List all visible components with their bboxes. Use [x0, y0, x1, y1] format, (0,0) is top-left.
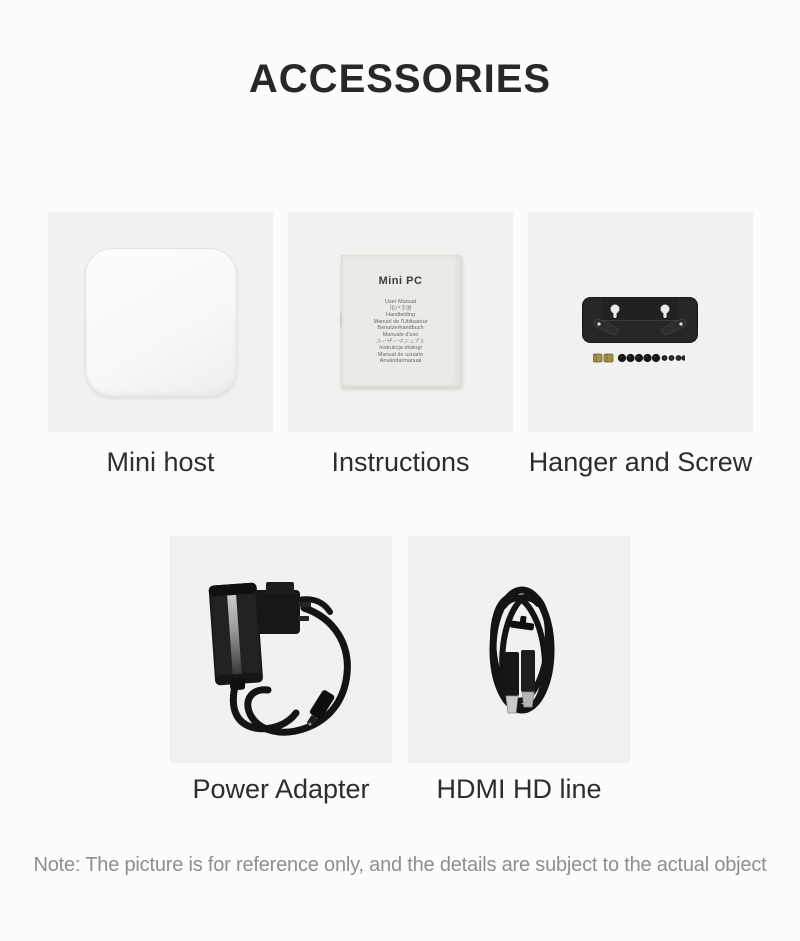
page-title: ACCESSORIES [248, 57, 552, 101]
accessories-row-1 [48, 212, 753, 432]
booklet-spine-notch [340, 313, 342, 327]
screws-row-image [593, 351, 685, 365]
booklet-line: Manual de usuario [377, 351, 424, 358]
reference-note: Note: The picture is for reference only, and the details are subject to the actual object [33, 854, 767, 876]
booklet-line: Benutzerhandbuch [377, 325, 424, 332]
label-hdmi-line: HDMI HD line [436, 774, 602, 804]
label-mini-host: Mini host [106, 447, 215, 477]
hdmi-cable-image [408, 536, 630, 763]
booklet-line: ユーザーマニュアル [375, 338, 426, 345]
booklet-line: Manuale d'uso [382, 331, 419, 338]
booklet-language-lines [341, 299, 461, 365]
card-hanger-and-screw [528, 212, 753, 432]
booklet-line: Manuel de l'Utilisateur [373, 318, 428, 325]
card-hdmi-cable [408, 536, 630, 763]
hanger-and-screw-image [528, 212, 753, 432]
label-power-adapter: Power Adapter [192, 774, 370, 804]
labels-row-1 [48, 447, 753, 478]
booklet-line: Handleiding [385, 312, 416, 319]
booklet-line: User Manual [384, 299, 417, 305]
booklet-title: Mini PC [378, 275, 423, 287]
card-mini-host [48, 212, 273, 432]
mount-bracket-image [582, 297, 698, 343]
label-hanger-and-screw: Hanger and Screw [528, 447, 753, 477]
booklet-line: Användarmanual [379, 358, 422, 365]
card-power-adapter [170, 536, 392, 763]
power-adapter-image [170, 536, 392, 763]
accessories-row-2 [170, 536, 630, 763]
mini-host-image [85, 248, 237, 397]
label-instructions: Instructions [331, 447, 470, 477]
booklet-line: 用户手册 [389, 305, 412, 312]
labels-row-2 [170, 774, 630, 805]
booklet-line: Instrukcja obsługi [379, 345, 422, 352]
card-instructions [288, 212, 513, 432]
instructions-manual-image [341, 255, 461, 387]
